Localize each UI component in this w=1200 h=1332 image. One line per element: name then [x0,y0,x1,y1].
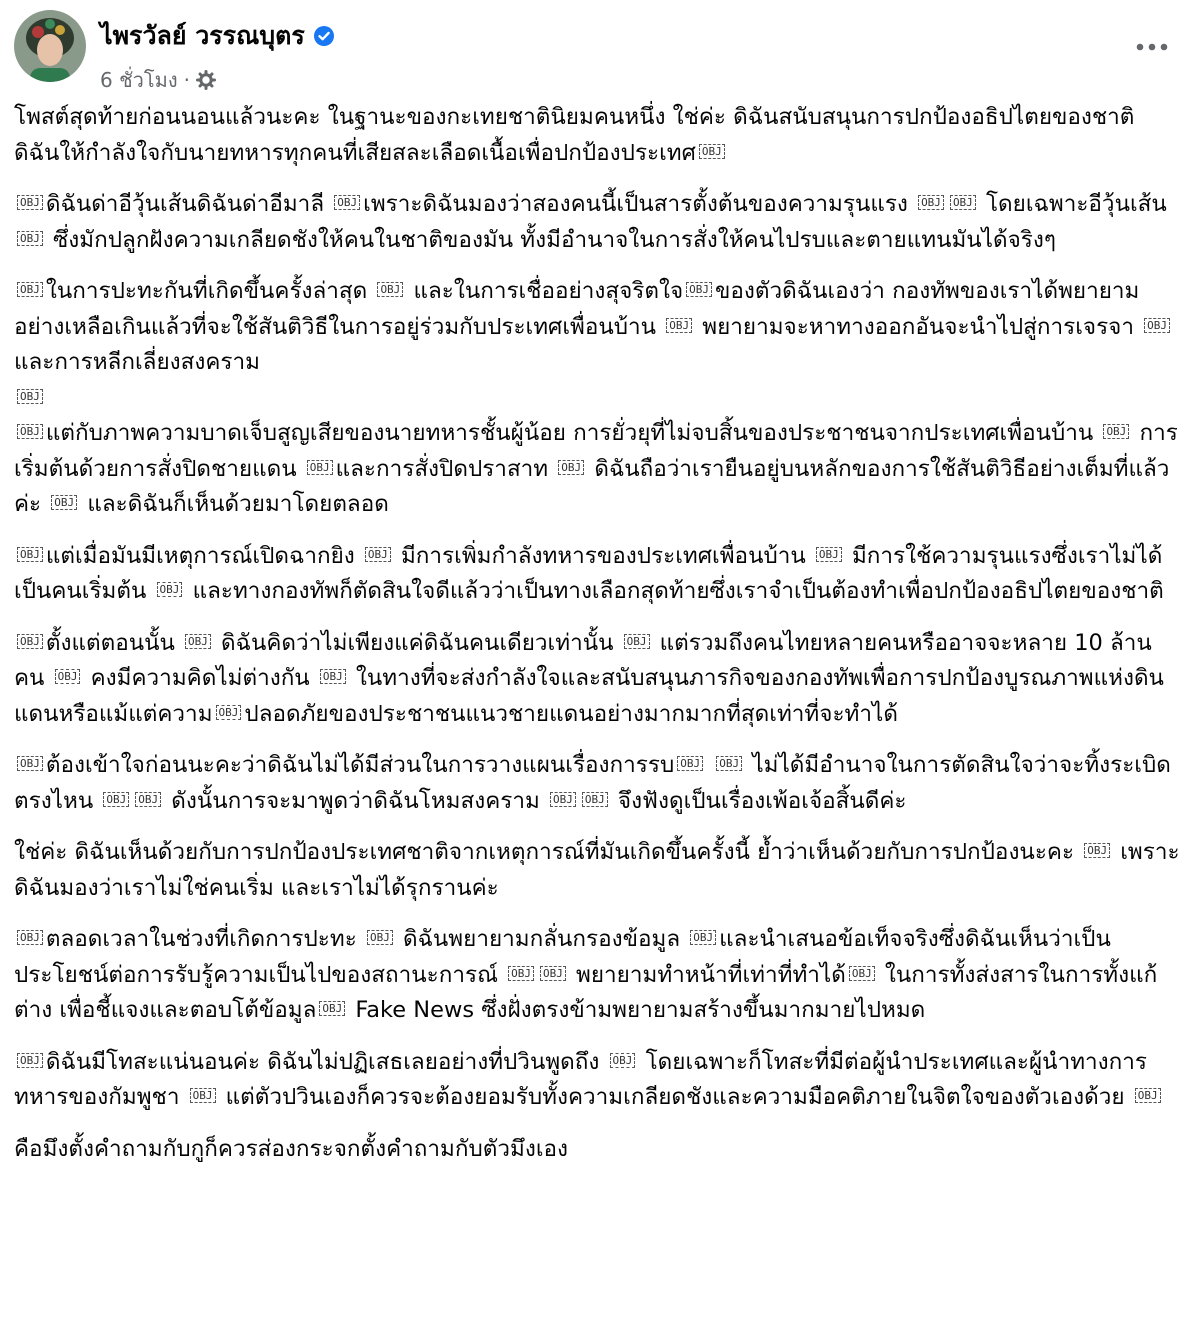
post-text: และทางกองทัพก็ตัดสินใจดีแล้วว่าเป็นทางเลือกสุดท้ายซึ่งเราจำเป็นต้องทำเพื่อปกป้องอธิปไตยของชาติ [192,578,1164,604]
object-placeholder-icon: OBJ [558,460,584,475]
object-placeholder-icon: OBJ [677,756,703,771]
object-placeholder-icon: OBJ [550,792,576,807]
post-paragraph [14,626,1180,733]
post-text: ในการทั้งส่งสารในการทั้งแก้ต่าง เพื่อชี้แจงและตอบโต้ข้อมูล [14,961,1158,1023]
object-placeholder-icon: OBJ [334,195,360,210]
object-placeholder-icon: OBJ [582,792,608,807]
post-text: ต้องเข้าใจก่อนนะคะว่าดิฉันไม่ได้มีส่วนในการวางแผนเรื่องการรบ [45,752,675,778]
post-text: ดังนั้นการจะมาพูดว่าดิฉันโหมสงคราม [171,787,540,814]
post-text: เพราะดิฉันมองว่าเราไม่ใช่คนเริ่ม และเราไม่ได้รุกรานค่ะ [14,839,1180,901]
object-placeholder-icon: OBJ [816,547,842,562]
post-paragraph [14,922,1180,1029]
object-placeholder-icon: OBJ [377,282,403,297]
post-text: เพราะดิฉันมองว่าสองคนนี้เป็นสารตั้งต้นของความรุนแรง [363,191,908,217]
post-text: ดิฉันมีโทสะแน่นอนค่ะ ดิฉันไม่ปฏิเสธเลยอย่างที่ปวินพูดถึง [45,1048,600,1075]
post-text: แต่ตัวปวินเองก็ควรจะต้องยอมรับทั้งความเกลียดชังและความมือคติภายในจิตใจของตัวเองด้วย [225,1084,1125,1110]
post-text: ในการปะทะกันที่เกิดขึ้นครั้งล่าสุด [45,278,368,304]
object-placeholder-icon: OBJ [51,495,77,510]
object-placeholder-icon: OBJ [17,231,43,246]
post-text: ดิฉันคิดว่าไม่เพียงแค่ดิฉันคนเดียวเท่านั้น [221,629,614,656]
post-paragraph [14,187,1180,258]
object-placeholder-icon: OBJ [1144,318,1170,333]
object-placeholder-icon: OBJ [320,669,346,684]
post-text: ดิฉันพยายามกลั่นกรองข้อมูล [402,926,681,952]
meta-separator: · [183,68,190,92]
post-text: โดยเฉพาะอีวุ้นเส้น [985,191,1167,217]
object-placeholder-icon: OBJ [17,1053,43,1068]
post-text: โดยเฉพาะก็โทสะที่มีต่อผู้นำประเทศและผู้นำทางการทหารของกัมพูชา [14,1048,1147,1110]
post-text: คือมึงตั้งคำถามกับกูก็ควรส่องกระจกตั้งคำถามกับตัวมึงเอง [14,1135,569,1162]
post-text: มีการใช้ความรุนแรงซึ่งเราไม่ได้เป็นคนเริ่มต้น [14,542,1163,604]
object-placeholder-icon: OBJ [190,1088,216,1103]
post-text: ในทางที่จะส่งกำลังใจและสนับสนุนภารกิจของกองทัพเพื่อการปกป้องบูรณภาพแห่งดินแดนหรือแม้แต่ความ [14,665,1164,727]
post-text: แต่รวมถึงคนไทยหลายคนหรืออาจจะหลาย 10 ล้านคน [14,629,1152,691]
object-placeholder-icon: OBJ [716,756,742,771]
post-text: ตลอดเวลาในช่วงที่เกิดการปะทะ [45,926,357,952]
post-text: การเริ่มต้นด้วยการสั่งปิดชายแดน [14,420,1178,482]
object-placeholder-icon: OBJ [918,195,944,210]
post-text: และการสั่งปิดปราสาท [335,455,549,482]
object-placeholder-icon: OBJ [540,966,566,981]
post-paragraph [14,100,1180,171]
post-paragraph [14,1045,1180,1116]
post-paragraph [14,748,1180,819]
post-text: จึงฟังดูเป็นเรื่องเพ้อเจ้อสิ้นดีค่ะ [617,787,907,814]
object-placeholder-icon: OBJ [17,389,43,404]
post-paragraph [14,416,1180,523]
post-text: และดิฉันก็เห็นด้วยมาโดยตลอด [87,491,389,517]
object-placeholder-icon: OBJ [699,144,725,159]
object-placeholder-icon: OBJ [1084,843,1110,858]
post-text: ไม่ได้มีอำนาจในการตัดสินใจว่าจะทิ้งระเบิดตรงไหน [14,752,1171,814]
object-placeholder-icon: OBJ [17,634,43,649]
object-placeholder-icon: OBJ [103,792,129,807]
post-text: พยายามจะหาทางออกอันจะนำไปสู่การเจรจา [702,313,1134,340]
more-options-icon[interactable] [1132,32,1172,62]
object-placeholder-icon: OBJ [950,195,976,210]
object-placeholder-icon: OBJ [624,634,650,649]
object-placeholder-icon: OBJ [367,930,393,945]
post-text: แต่เมื่อมันมีเหตุการณ์เปิดฉากยิง [45,542,355,569]
post-text: และในการเชื่ออย่างสุจริตใจ [413,278,684,304]
post-text: ใช่ค่ะ ดิฉันเห็นด้วยกับการปกป้องประเทศชาติจากเหตุการณ์ที่มันเกิดขึ้นครั้งนี้ ย้ำว่าเห็นด้วยกับการปกป้องนะคะ [14,839,1075,865]
post-text: ดิฉันด่าอีวุ้นเส้นดิฉันด่าอีมาลี [45,191,325,217]
post-text: ดิฉันถือว่าเรายืนอยู่บนหลักของการใช้สันติวิธีอย่างเต็มที่แล้วค่ะ [14,455,1170,517]
post-text: ซึ่งมักปลูกฝังความเกลียดชังให้คนในชาติของมัน ทั้งมีอำนาจในการสั่งให้คนไปรบและตายแทนมันได้จริงๆ [53,226,1056,253]
object-placeholder-icon: OBJ [17,756,43,771]
post-text: พยายามทำหน้าที่เท่าที่ทำได้ [576,961,846,988]
object-placeholder-icon: OBJ [1135,1088,1161,1103]
object-placeholder-icon: OBJ [17,930,43,945]
post-text: ของตัวดิฉันเองว่า กองทัพของเราได้พยายามอย่างเหลือเกินแล้วที่จะใช้สันติวิธีในการอยู่ร่วมกับประเทศเพื่อนบ้าน [14,278,1140,340]
post-body [14,100,1186,1167]
post-text: คงมีความคิดไม่ต่างกัน [90,665,310,691]
object-placeholder-icon: OBJ [17,424,43,439]
object-placeholder-icon: OBJ [610,1053,636,1068]
object-placeholder-icon: OBJ [17,195,43,210]
verified-badge-icon [313,25,335,47]
post-text: และการหลีกเลี่ยงสงคราม [14,349,260,375]
object-placeholder-icon: OBJ [1103,424,1129,439]
object-placeholder-icon: OBJ [690,930,716,945]
object-placeholder-icon: OBJ [55,669,81,684]
object-placeholder-icon: OBJ [849,966,875,981]
post-paragraph [14,381,1180,417]
gear-icon[interactable] [196,70,216,90]
post-text: ตั้งแต่ตอนนั้น [45,629,175,656]
post-text: และนำเสนอข้อเท็จจริงซึ่งดิฉันเห็นว่าเป็นประโยชน์ต่อการรับรู้ความเป็นไปของสถานะการณ์ [14,926,1111,988]
object-placeholder-icon: OBJ [686,282,712,297]
avatar-image [14,10,86,82]
object-placeholder-icon: OBJ [17,547,43,562]
object-placeholder-icon: OBJ [319,1001,345,1016]
object-placeholder-icon: OBJ [185,634,211,649]
post-paragraph [14,1132,1180,1168]
post-text: โพสต์สุดท้ายก่อนนอนแล้วนะคะ ในฐานะของกะเทยชาตินิยมคนหนึ่ง ใช่ค่ะ ดิฉันสนับสนุนการปกป้องอธิปไตยของชาติ ดิฉันให้กำลังใจกับนายทหารทุกคนที่เสียสละเลือดเนื้อเพื่อปกป้องประเทศ [14,104,1135,166]
object-placeholder-icon: OBJ [17,282,43,297]
avatar[interactable] [14,10,86,82]
post-text: ปลอดภัยของประชาชนแนวชายแดนอย่างมากมากที่สุดเท่าที่จะทำได้ [244,700,898,727]
post-header [14,10,1186,94]
object-placeholder-icon: OBJ [157,582,183,597]
post-text: Fake News ซึ่งฝั่งตรงข้ามพยายามสร้างขึ้นมากมายไปหมด [355,997,926,1023]
object-placeholder-icon: OBJ [365,547,391,562]
post-timestamp[interactable]: 6 ชั่วโมง [100,68,178,92]
author-name[interactable]: ไพรวัลย์ วรรณบุตร [100,21,305,50]
post-paragraph [14,539,1180,610]
post-paragraph [14,835,1180,906]
post-text: มีการเพิ่มกำลังทหารของประเทศเพื่อนบ้าน [400,542,806,569]
post-text: แต่กับภาพความบาดเจ็บสูญเสียของนายทหารชั้นผู้น้อย การยั่วยุที่ไม่จบสิ้นของประชาชนจากประเทศเพื่อนบ้าน [45,420,1094,446]
object-placeholder-icon: OBJ [508,966,534,981]
object-placeholder-icon: OBJ [216,705,242,720]
post-paragraph [14,274,1180,381]
object-placeholder-icon: OBJ [666,318,692,333]
object-placeholder-icon: OBJ [307,460,333,475]
object-placeholder-icon: OBJ [135,792,161,807]
